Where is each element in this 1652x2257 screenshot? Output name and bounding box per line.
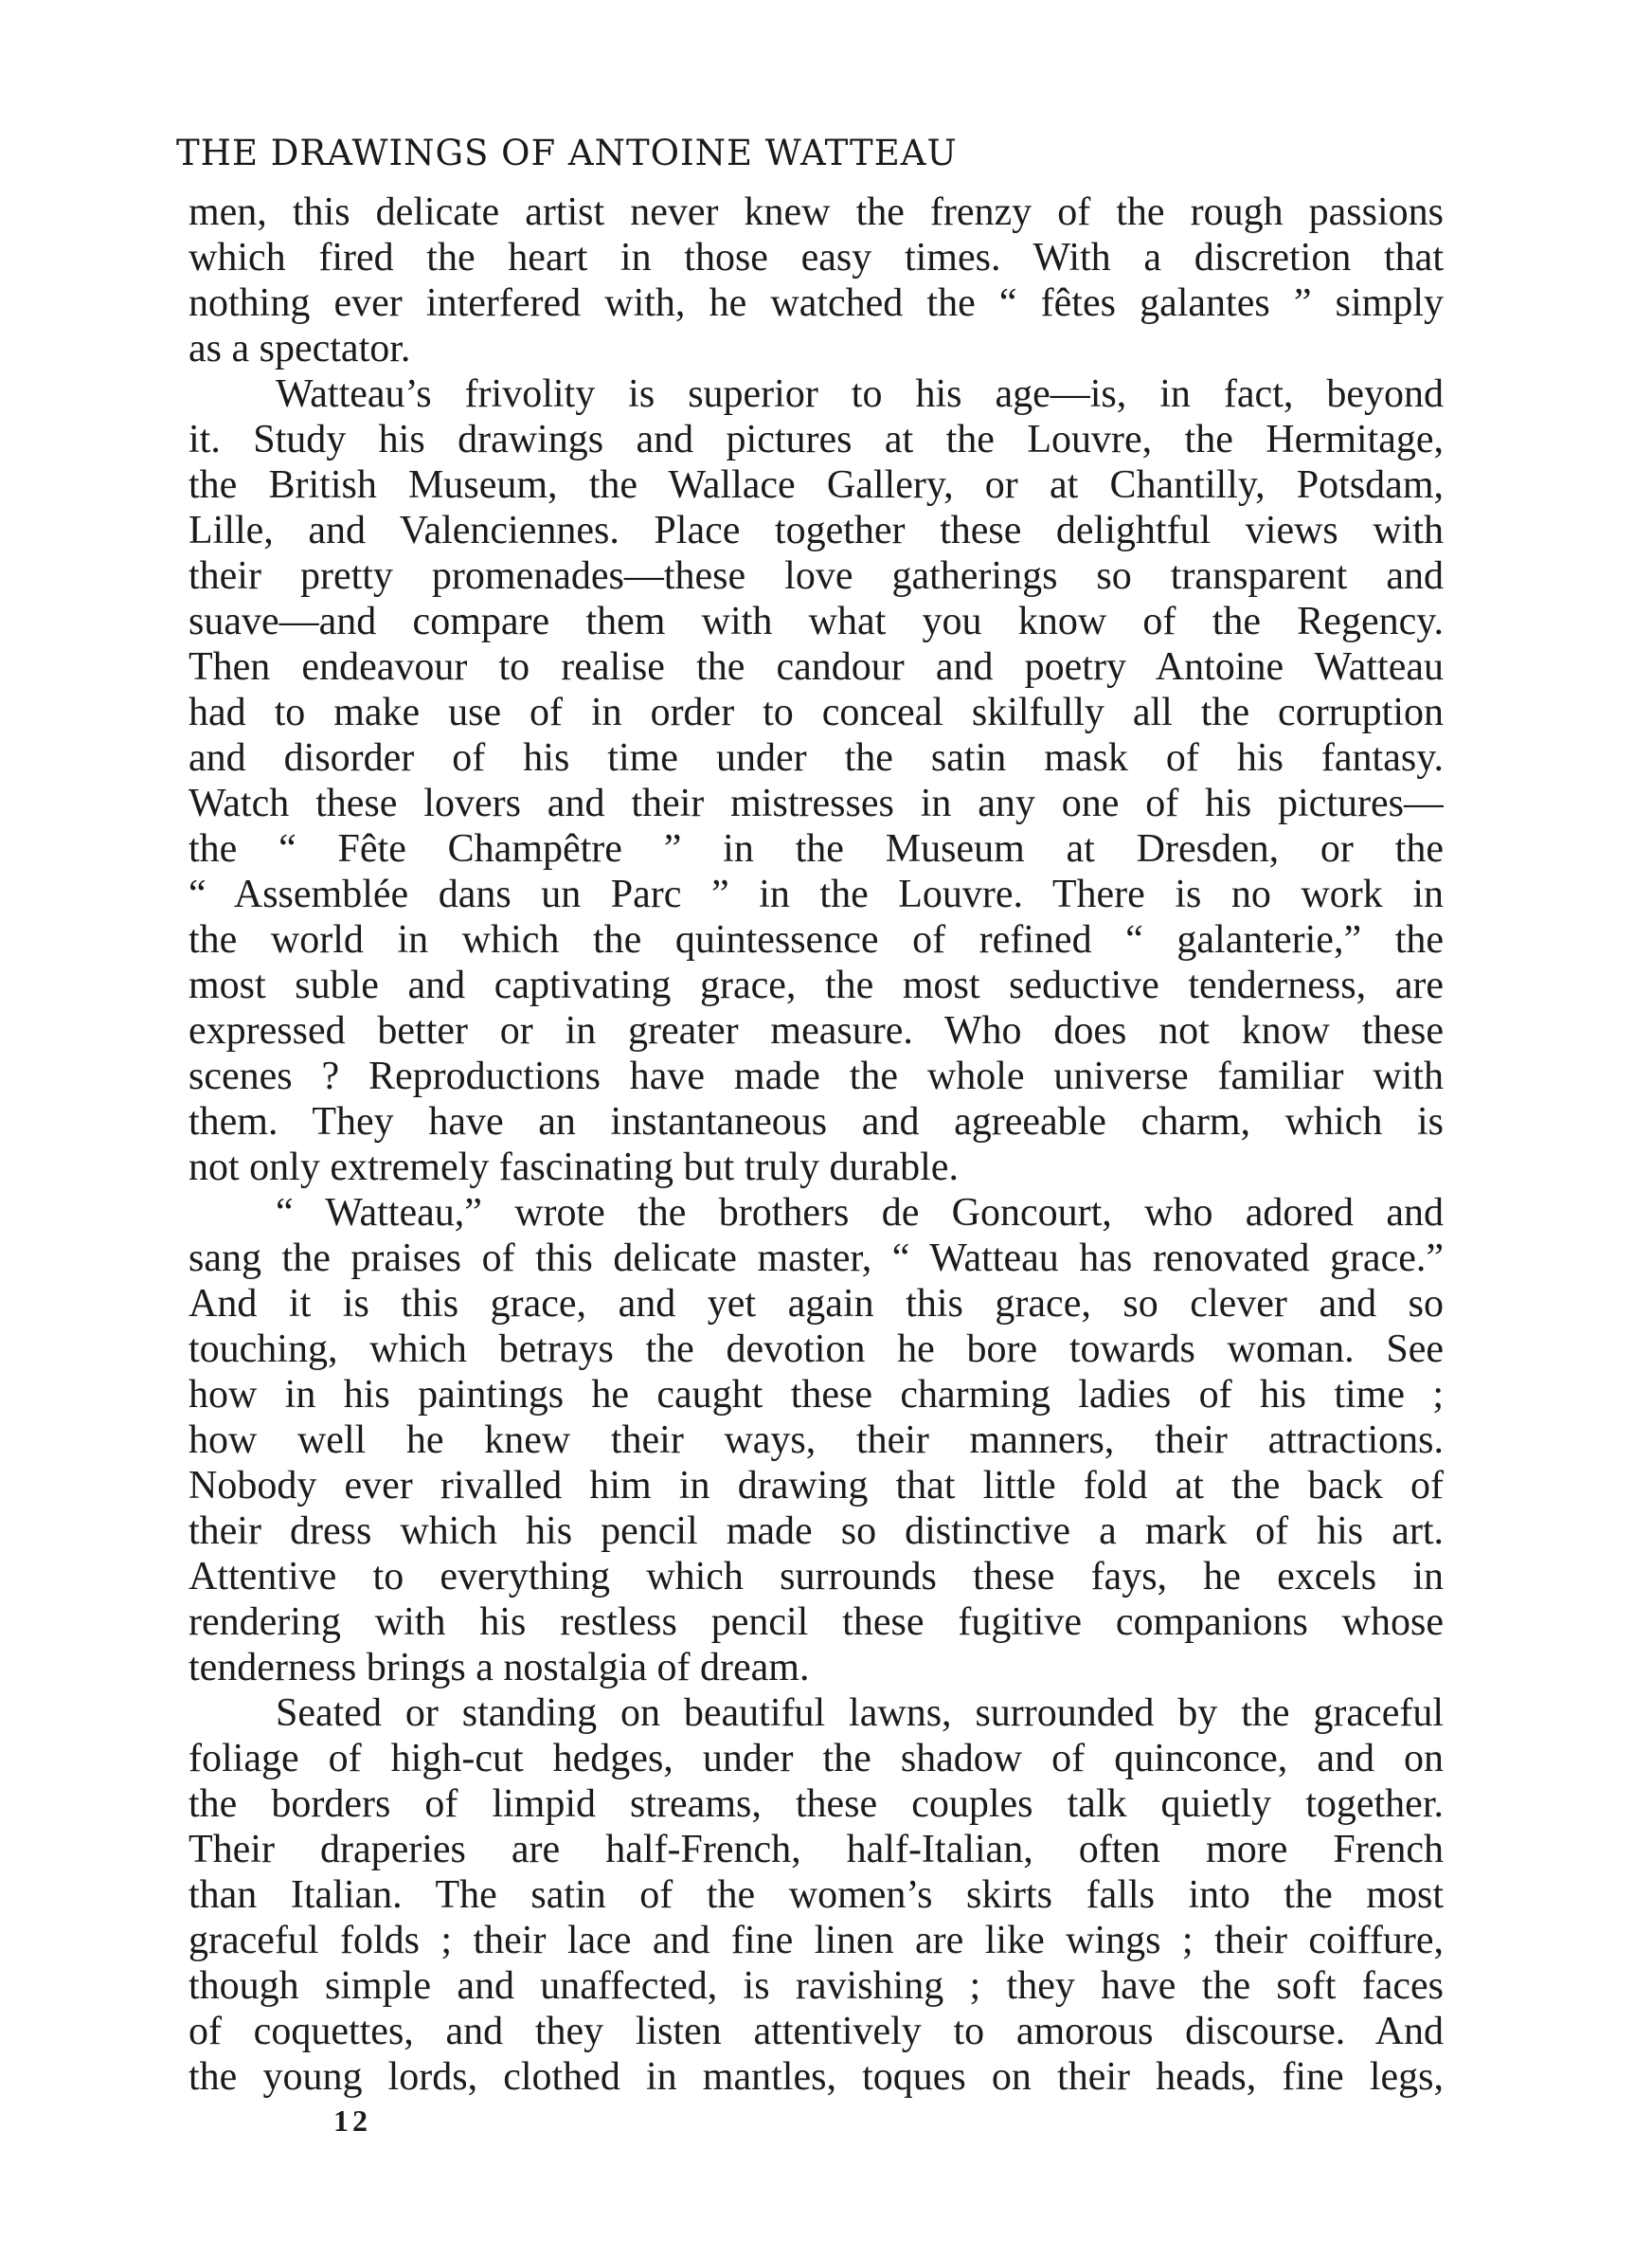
text-line: than Italian. The satin of the women’s skirts falls into the most	[189, 1873, 1444, 1917]
text-line: Nobody ever rivalled him in drawing that little fold at the back of	[189, 1464, 1444, 1508]
text-line: suave—and compare them with what you know of the Regency.	[189, 600, 1444, 643]
text-line: men, this delicate artist never knew the frenzy of the rough passions	[189, 190, 1444, 234]
paragraph-start-line: “ Watteau,” wrote the brothers de Goncourt, who adored and	[276, 1191, 1444, 1235]
text-line: not only extremely fascinating but truly durable.	[189, 1146, 959, 1189]
text-line: rendering with his restless pencil these fugitive companions whose	[189, 1600, 1444, 1644]
text-line: Then endeavour to realise the candour and poetry Antoine Watteau	[189, 645, 1444, 689]
text-line: sang the praises of this delicate master, “ Watteau has renovated grace.”	[189, 1237, 1444, 1280]
text-line: how in his paintings he caught these charming ladies of his time ;	[189, 1373, 1444, 1417]
text-line: of coquettes, and they listen attentively to amorous discourse. And	[189, 2010, 1444, 2053]
paragraph-start-line: Seated or standing on beautiful lawns, surrounded by the graceful	[276, 1691, 1444, 1735]
text-line: tenderness brings a nostalgia of dream.	[189, 1646, 810, 1689]
text-line: the world in which the quintessence of refined “ galanterie,” the	[189, 918, 1444, 962]
text-line: their dress which his pencil made so distinctive a mark of his art.	[189, 1509, 1444, 1553]
text-line: which fired the heart in those easy times. With a discretion that	[189, 236, 1444, 280]
text-line: the British Museum, the Wallace Gallery, or at Chantilly, Potsdam,	[189, 463, 1444, 507]
text-line: nothing ever interfered with, he watched the “ fêtes galantes ” simply	[189, 281, 1444, 325]
page-number: 12	[333, 2104, 371, 2138]
body-text	[189, 190, 1444, 2100]
text-line: Their draperies are half-French, half-Italian, often more French	[189, 1828, 1444, 1871]
text-line: expressed better or in greater measure. Who does not know these	[189, 1009, 1444, 1053]
text-line: and disorder of his time under the satin mask of his fantasy.	[189, 736, 1444, 780]
paragraph-start-line: Watteau’s frivolity is superior to his age—is, in fact, beyond	[276, 372, 1444, 416]
text-line: most suble and captivating grace, the most seductive tenderness, are	[189, 964, 1444, 1007]
running-head: THE DRAWINGS OF ANTOINE WATTEAU	[176, 133, 958, 173]
text-line: Watch these lovers and their mistresses in any one of his pictures—	[189, 782, 1444, 825]
text-line: the “ Fête Champêtre ” in the Museum at Dresden, or the	[189, 827, 1444, 871]
text-line: “ Assemblée dans un Parc ” in the Louvre. There is no work in	[189, 873, 1444, 916]
text-line: touching, which betrays the devotion he bore towards woman. See	[189, 1327, 1444, 1371]
text-line: graceful folds ; their lace and fine linen are like wings ; their coiffure,	[189, 1919, 1444, 1962]
text-line: scenes ? Reproductions have made the whole universe familiar with	[189, 1055, 1444, 1098]
text-line: had to make use of in order to conceal skilfully all the corruption	[189, 691, 1444, 734]
text-line: Lille, and Valenciennes. Place together these delightful views with	[189, 509, 1444, 552]
text-line: it. Study his drawings and pictures at the Louvre, the Hermitage,	[189, 418, 1444, 461]
text-line: And it is this grace, and yet again this grace, so clever and so	[189, 1282, 1444, 1326]
text-line: their pretty promenades—these love gatherings so transparent and	[189, 554, 1444, 598]
text-line: them. They have an instantaneous and agreeable charm, which is	[189, 1100, 1444, 1144]
text-line: foliage of high-cut hedges, under the shadow of quinconce, and on	[189, 1737, 1444, 1780]
text-line: the young lords, clothed in mantles, toques on their heads, fine legs,	[189, 2055, 1444, 2099]
text-line: the borders of limpid streams, these couples talk quietly together.	[189, 1782, 1444, 1826]
text-line: Attentive to everything which surrounds these fays, he excels in	[189, 1555, 1444, 1598]
text-line: how well he knew their ways, their manners, their attractions.	[189, 1418, 1444, 1462]
text-line: though simple and unaffected, is ravishing ; they have the soft faces	[189, 1964, 1444, 2008]
text-line: as a spectator.	[189, 327, 411, 370]
